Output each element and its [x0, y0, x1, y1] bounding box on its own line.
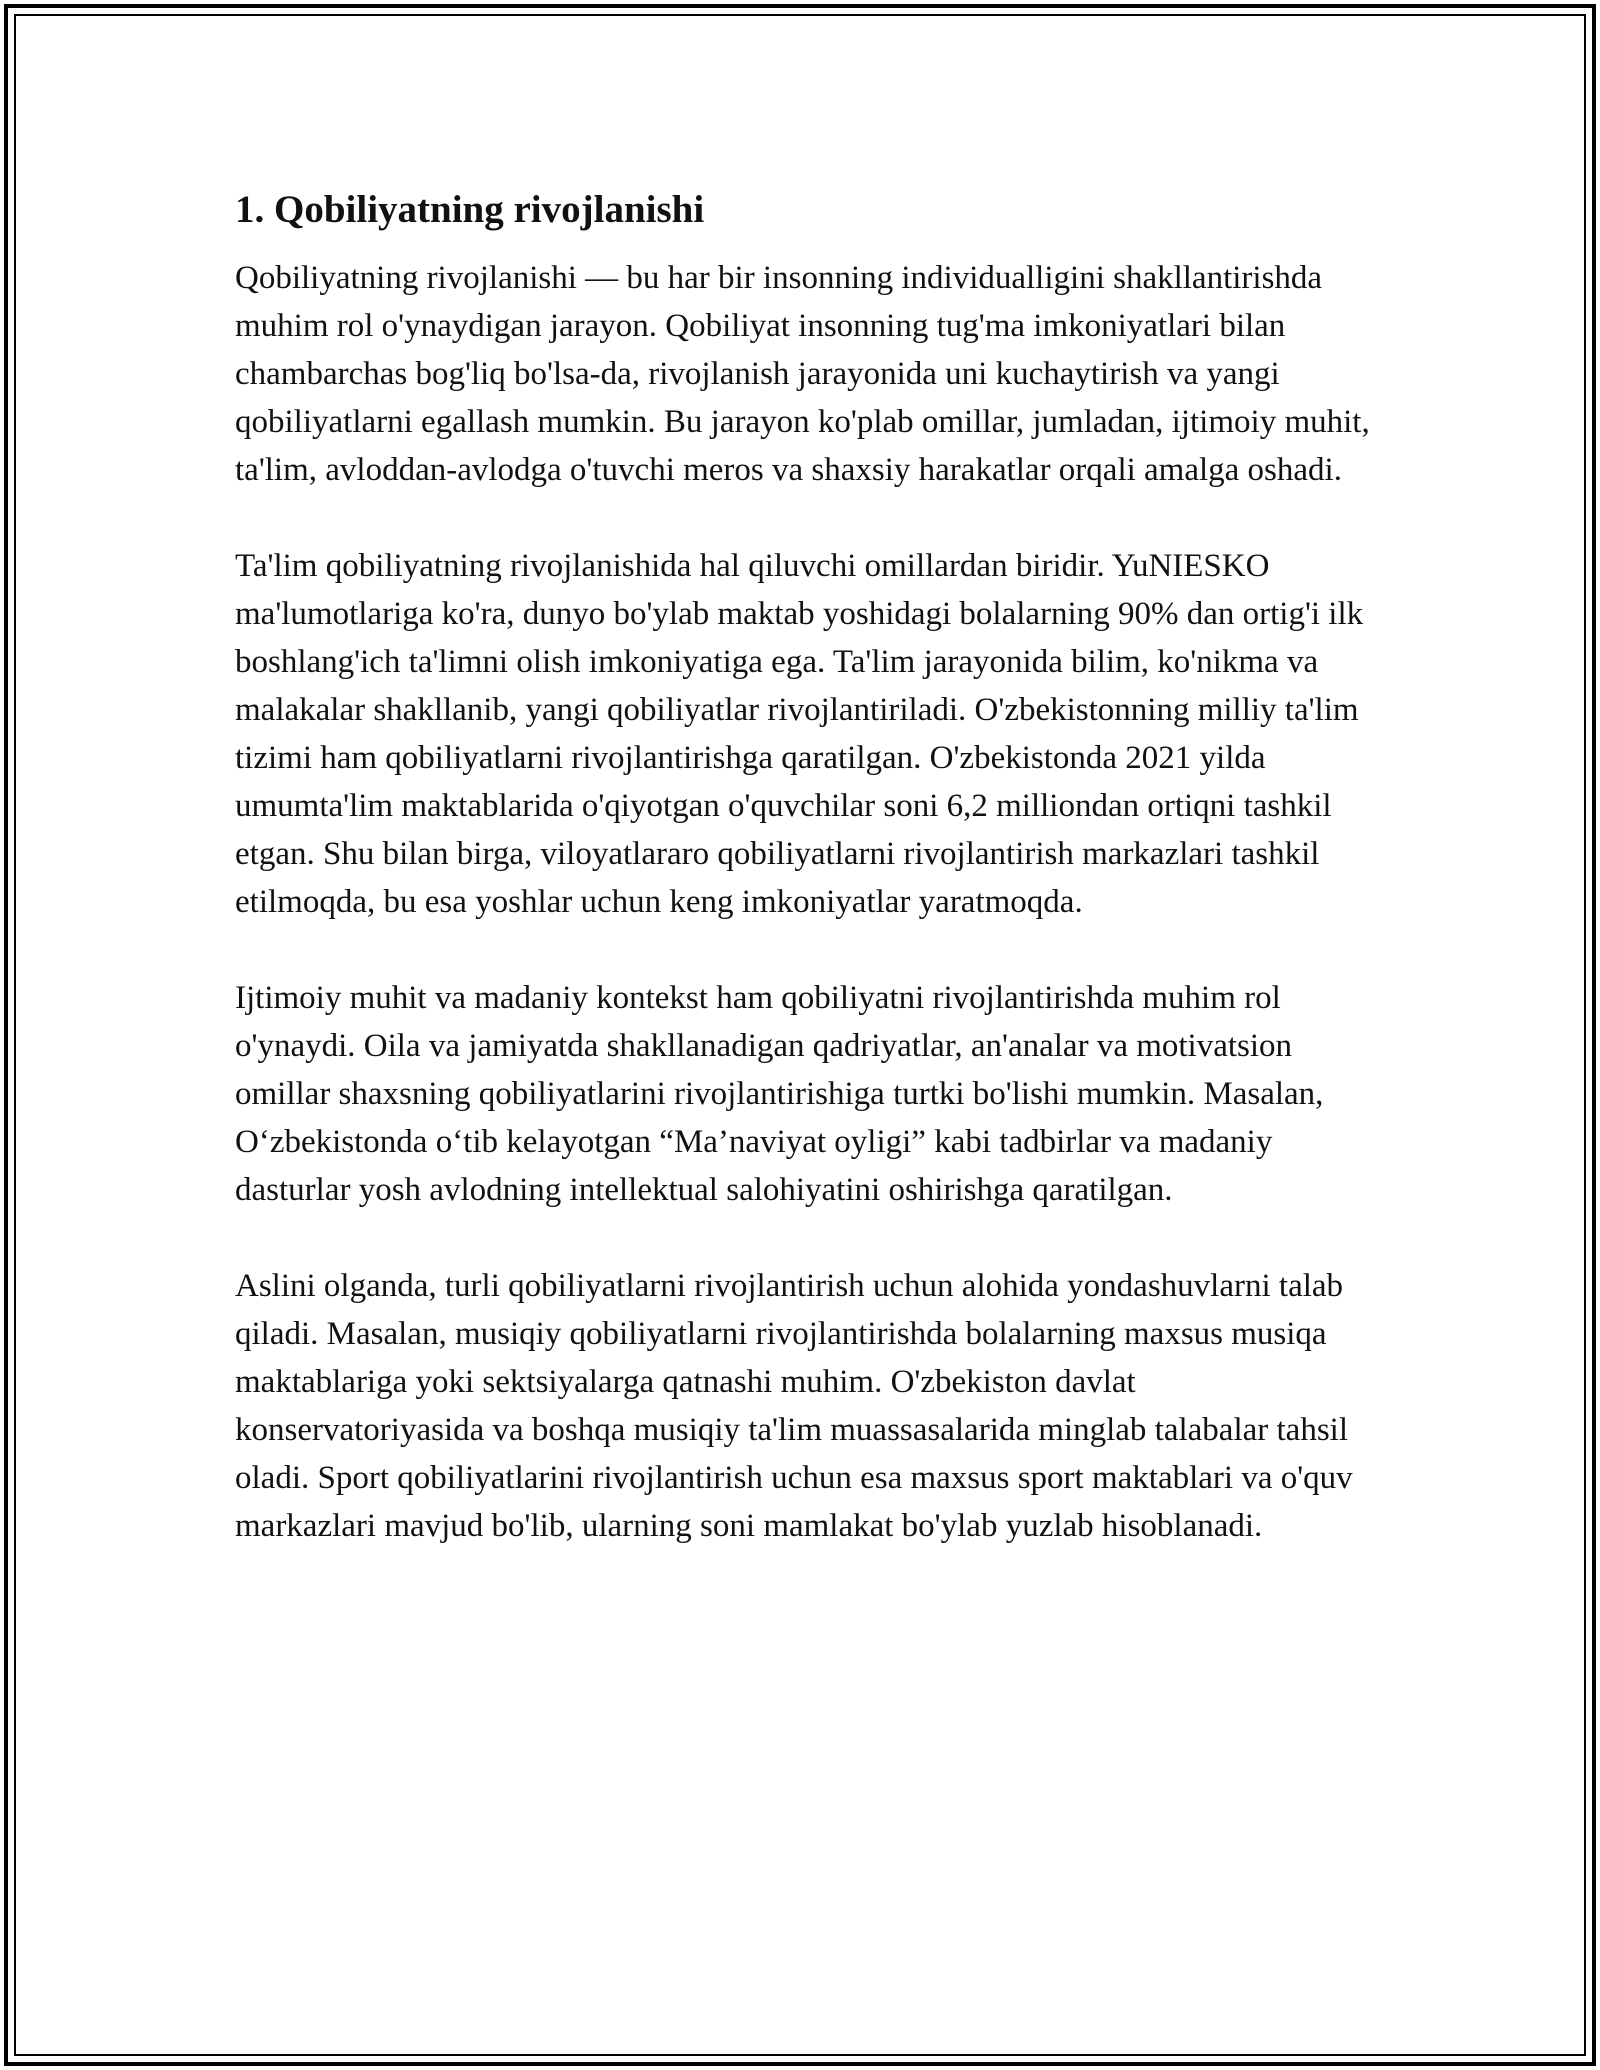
section-heading: 1. Qobiliyatning rivojlanishi — [235, 188, 705, 231]
document-body — [235, 186, 1375, 1550]
paragraph-intro: Qobiliyatning rivojlanishi — bu har bir insonning individualligini shakllantirishda muhim rol o'ynaydigan jarayon. Qobiliyat insonning tug'ma imkoniyatlari bilan chambarchas bog'liq bo'lsa-da, rivojlanish jarayonida uni kuchaytirish va yangi qobiliyatlarni egallash mumkin. Bu jarayon ko'plab omillar, jumladan, ijtimoiy muhit, ta'lim, avloddan-avlodga o'tuvchi meros va shaxsiy harakatlar orqali amalga oshadi. — [235, 260, 1370, 488]
paragraph-approaches: Aslini olganda, turli qobiliyatlarni rivojlantirish uchun alohida yondashuvlarni talab qiladi. Masalan, musiqiy qobiliyatlarni rivojlantirishda bolalarning maxsus musiqa maktablariga yoki sektsiyalarga qatnashi muhim. O'zbekiston davlat konservatoriyasida va boshqa musiqiy ta'lim muassasalarida minglab talabalar tahsil oladi. Sport qobiliyatlarini rivojlantirish uchun esa maxsus sport maktablari va o'quv markazlari mavjud bo'lib, ularning soni mamlakat bo'ylab yuzlab hisoblanadi. — [235, 1268, 1353, 1544]
paragraph-social-environment: Ijtimoiy muhit va madaniy kontekst ham qobiliyatni rivojlantirishda muhim rol o'ynaydi. Oila va jamiyatda shakllanadigan qadriyatlar, an'analar va motivatsion omillar shaxsning qobiliyatlarini rivojlantirishiga turtki bo'lishi mumkin. Masalan, O‘zbekistonda o‘tib kelayotgan “Ma’naviyat oyligi” kabi tadbirlar va madaniy dasturlar yosh avlodning intellektual salohiyatini oshirishga qaratilgan. — [235, 980, 1324, 1208]
paragraph-education: Ta'lim qobiliyatning rivojlanishida hal qiluvchi omillardan biridir. YuNIESKO ma'lumotlariga ko'ra, dunyo bo'ylab maktab yoshidagi bolalarning 90% dan ortig'i ilk boshlang'ich ta'limni olish imkoniyatiga ega. Ta'lim jarayonida bilim, ko'nikma va malakalar shakllanib, yangi qobiliyatlar rivojlantiriladi. O'zbekistonning milliy ta'lim tizimi ham qobiliyatlarni rivojlantirishga qaratilgan. O'zbekistonda 2021 yilda umumta'lim maktablarida o'qiyotgan o'quvchilar soni 6,2 milliondan ortiqni tashkil etgan. Shu bilan birga, viloyatlararo qobiliyatlarni rivojlantirish markazlari tashkil etilmoqda, bu esa yoshlar uchun keng imkoniyatlar yaratmoqda. — [235, 548, 1364, 920]
